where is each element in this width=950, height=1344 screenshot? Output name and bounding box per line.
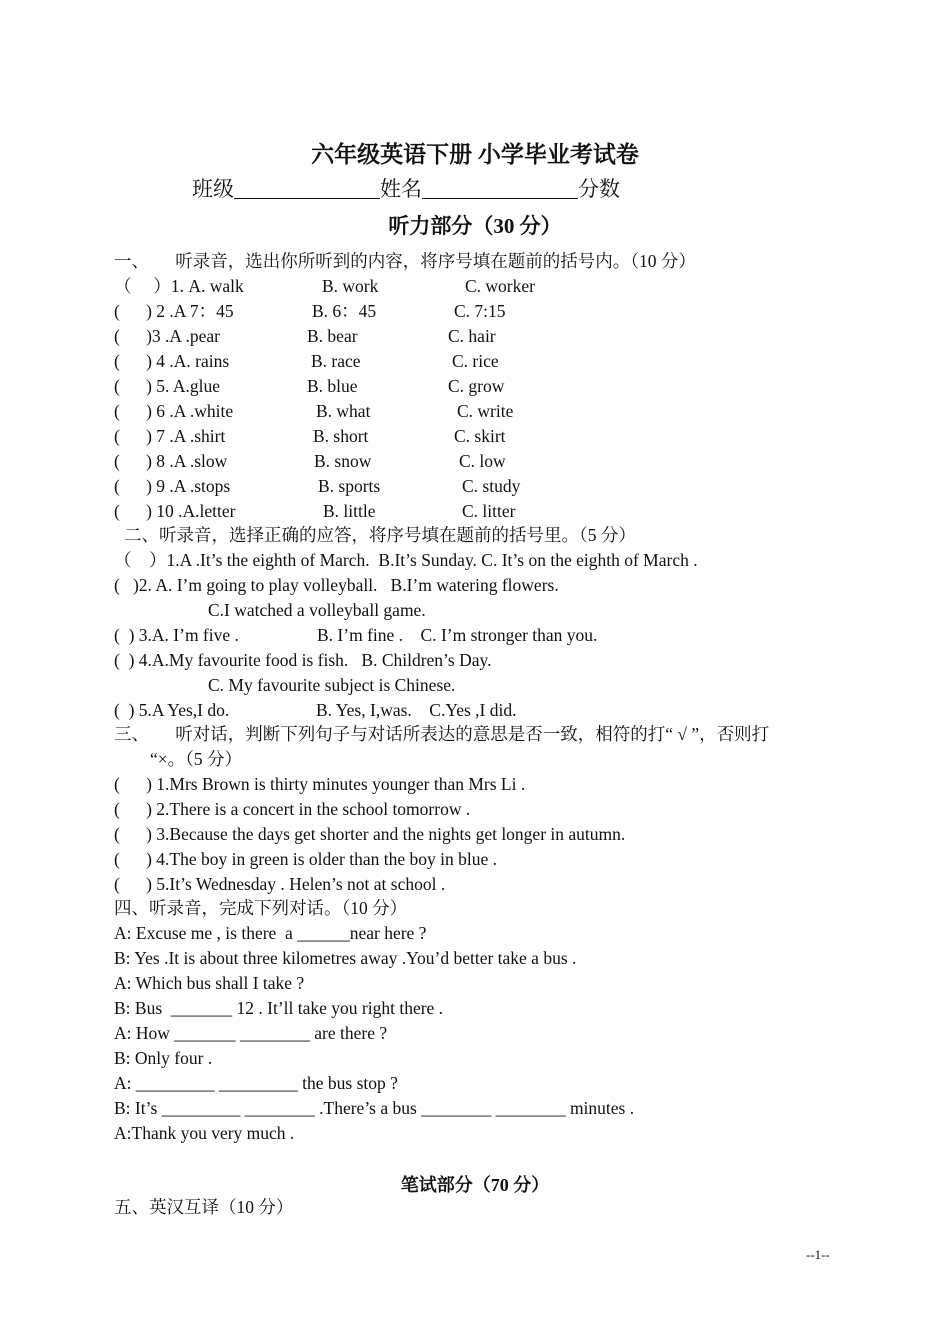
part2-item-2-c: C.I watched a volleyball game. [208, 600, 426, 620]
part2-item-2: ( )2. A. I’m going to play volleyball. B.I’m watering flowers. [114, 575, 559, 595]
part2-item-3: ( ) 3.A. I’m five . [114, 625, 239, 645]
dialog-line-8: B: It’s _________ ________ .There’s a bus ________ ________ minutes . [114, 1098, 635, 1118]
part1-item-9-b: B. sports [318, 476, 381, 496]
page-title: 六年级英语下册 小学毕业考试卷 [311, 142, 639, 167]
written-section-title: 笔试部分（70 分） [400, 1175, 550, 1195]
part1-item-8-b: B. snow [314, 451, 372, 471]
part4-heading: 四、听录音，完成下列对话。（10 分） [114, 898, 408, 918]
part2-item-5-bc: B. Yes, I,was. C.Yes ,I did. [316, 700, 517, 720]
part3-item-3: ( ) 3.Because the days get shorter and the nights get longer in autumn. [114, 824, 626, 844]
dialog-line-1: A: Excuse me , is there a ______near here ? [114, 923, 427, 943]
part1-item-5-c: C. grow [448, 376, 505, 396]
part1-item-3-c: C. hair [448, 326, 496, 346]
part1-item-3: ( )3 .A .pear [114, 326, 220, 346]
part1-item-5-b: B. blue [307, 376, 358, 396]
class-blank[interactable] [234, 178, 380, 199]
dialog-line-6: B: Only four . [114, 1048, 213, 1068]
part1-item-9-c: C. study [462, 476, 521, 496]
class-label: 班级 [192, 177, 234, 201]
part1-item-2-c: C. 7:15 [454, 301, 506, 321]
part1-item-1: （ ）1. A. walk [114, 276, 244, 296]
part1-item-1-c: C. worker [465, 276, 535, 296]
part1-heading: 一、 听录音，选出你所听到的内容，将序号填在题前的括号内。（10 分） [114, 251, 696, 271]
part1-item-4-c: C. rice [452, 351, 499, 371]
listening-section-title: 听力部分（30 分） [388, 214, 562, 238]
part1-item-10: ( ) 10 .A.letter [114, 501, 236, 521]
part1-item-9: ( ) 9 .A .stops [114, 476, 231, 496]
dialog-line-4: B: Bus _______ 12 . It’ll take you right there . [114, 998, 444, 1018]
part1-item-4: ( ) 4 .A. rains [114, 351, 230, 371]
dialog-line-9: A:Thank you very much . [114, 1123, 295, 1143]
part1-item-5: ( ) 5. A.glue [114, 376, 220, 396]
part1-item-4-b: B. race [311, 351, 361, 371]
part1-item-7-b: B. short [313, 426, 369, 446]
part1-item-6: ( ) 6 .A .white [114, 401, 234, 421]
name-blank[interactable] [422, 178, 578, 199]
part1-item-7-c: C. skirt [454, 426, 506, 446]
page-number: --1-- [806, 1247, 830, 1262]
part3-item-5: ( ) 5.It’s Wednesday . Helen’s not at school . [114, 874, 446, 894]
part5-heading: 五、英汉互译（10 分） [114, 1197, 294, 1217]
part2-item-4: ( ) 4.A.My favourite food is fish. B. Children’s Day. [114, 650, 492, 670]
student-info-line [192, 173, 620, 203]
part2-heading: 二、听录音，选择正确的应答，将序号填在题前的括号里。（5 分） [124, 525, 636, 545]
part3-item-4: ( ) 4.The boy in green is older than the boy in blue . [114, 849, 497, 869]
part1-item-10-b: B. little [323, 501, 376, 521]
score-label: 分数 [578, 177, 620, 201]
dialog-line-7: A: _________ _________ the bus stop ? [114, 1073, 398, 1093]
part1-item-3-b: B. bear [307, 326, 358, 346]
part3-item-1: ( ) 1.Mrs Brown is thirty minutes younger than Mrs Li . [114, 774, 526, 794]
part2-item-3-bc: B. I’m fine . C. I’m stronger than you. [317, 625, 598, 645]
dialog-line-2: B: Yes .It is about three kilometres away .You’d better take a bus . [114, 948, 577, 968]
part1-item-6-b: B. what [316, 401, 371, 421]
part1-item-2-b: B. 6：45 [312, 301, 377, 321]
part1-item-1-b: B. work [322, 276, 379, 296]
part1-item-8: ( ) 8 .A .slow [114, 451, 228, 471]
name-label: 姓名 [380, 177, 422, 201]
dialog-line-5: A: How _______ ________ are there ? [114, 1023, 388, 1043]
part3-heading-cont: “×。（5 分） [150, 749, 243, 769]
part1-item-6-c: C. write [457, 401, 514, 421]
dialog-line-3: A: Which bus shall I take ? [114, 973, 305, 993]
part1-item-7: ( ) 7 .A .shirt [114, 426, 226, 446]
part3-heading: 三、 听对话，判断下列句子与对话所表达的意思是否一致，相符的打“ √ ”，否则打 [114, 724, 770, 744]
part3-item-2: ( ) 2.There is a concert in the school tomorrow . [114, 799, 471, 819]
part1-item-2: ( ) 2 .A 7：45 [114, 301, 234, 321]
part1-item-10-c: C. litter [462, 501, 516, 521]
part1-item-8-c: C. low [459, 451, 506, 471]
part2-item-5: ( ) 5.A Yes,I do. [114, 700, 230, 720]
part2-item-1: （ ）1.A .It’s the eighth of March. B.It’s Sunday. C. It’s on the eighth of March . [114, 550, 698, 570]
part2-item-4-c: C. My favourite subject is Chinese. [208, 675, 456, 695]
